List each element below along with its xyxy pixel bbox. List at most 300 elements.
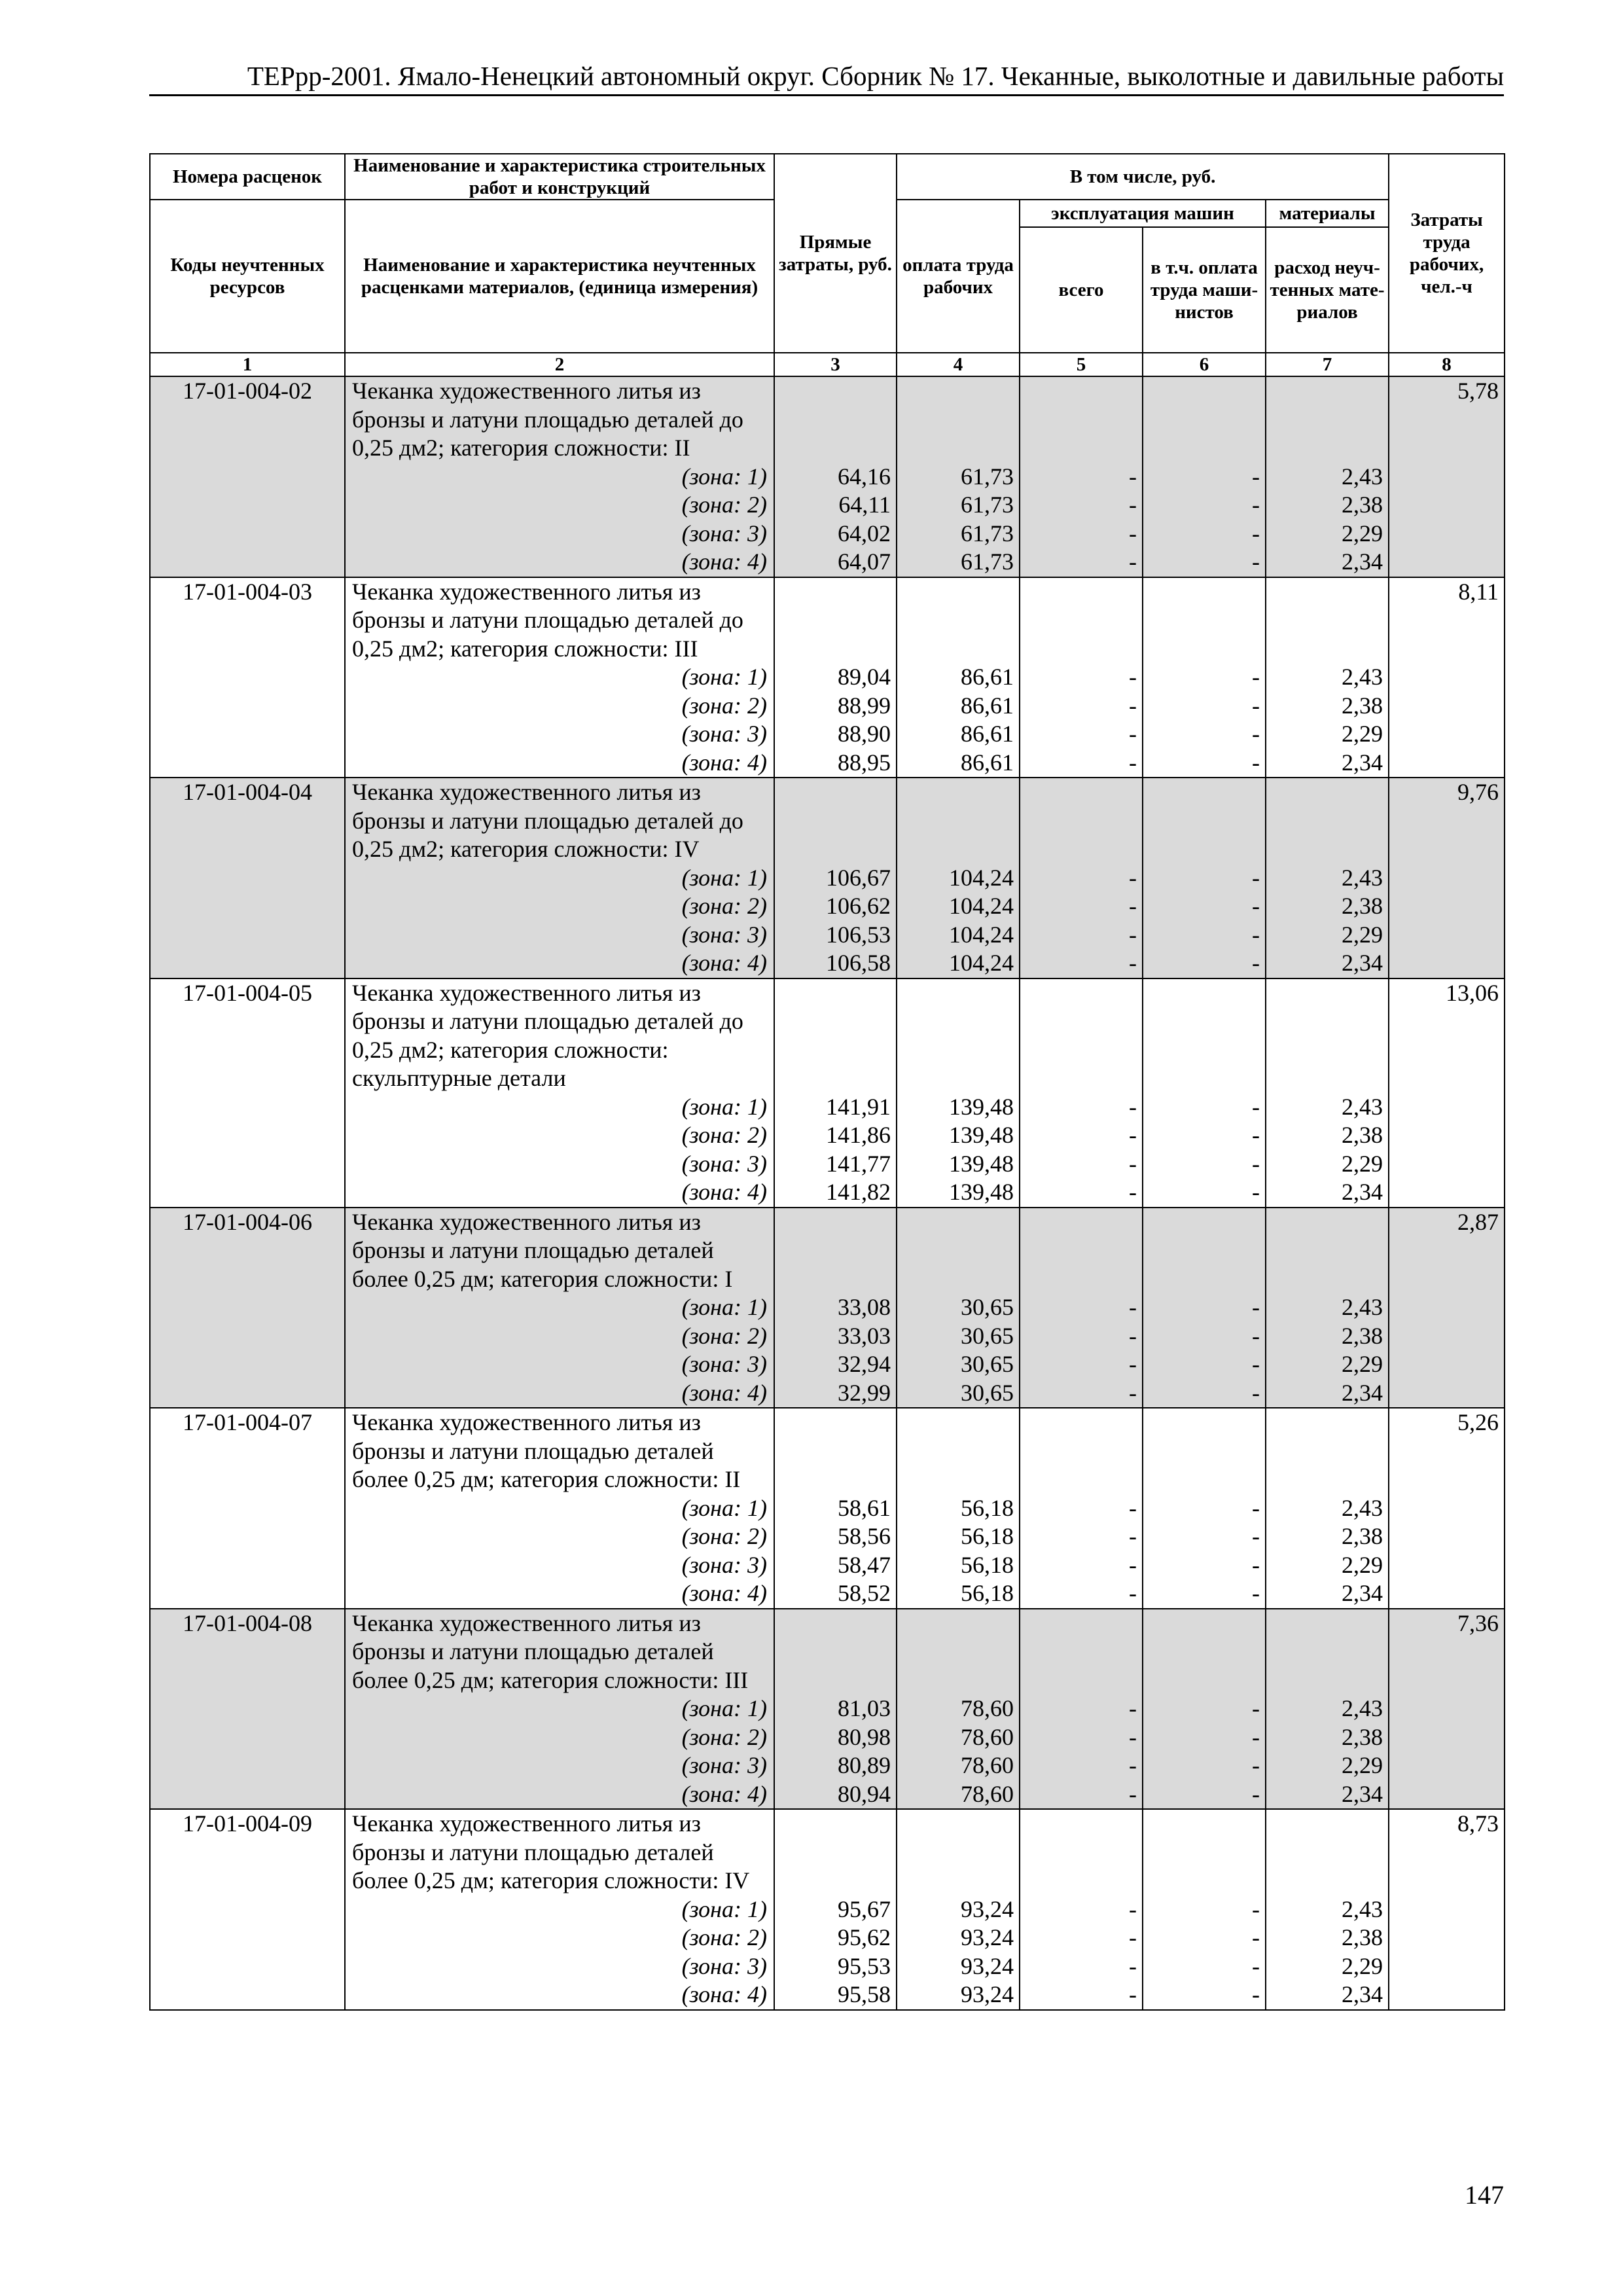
worker-pay: 93,24 xyxy=(961,1981,1014,2007)
direct-cost: 106,53 xyxy=(826,921,891,948)
materials-cost-cell xyxy=(1266,376,1389,577)
rates-table xyxy=(149,153,1505,2011)
header-materials: материалы xyxy=(1266,200,1389,227)
labor-cost-cell xyxy=(1389,376,1505,577)
machine-total-cell xyxy=(1020,1208,1143,1408)
machine-total: - xyxy=(1129,893,1137,919)
direct-cost: 106,67 xyxy=(826,864,891,891)
direct-cost: 141,82 xyxy=(826,1179,891,1205)
worker-pay: 30,65 xyxy=(961,1379,1014,1406)
worker-pay: 139,48 xyxy=(949,1122,1014,1148)
direct-cost: 64,07 xyxy=(838,548,891,575)
materials-cost: 2,38 xyxy=(1342,492,1383,518)
materials-cost: 2,43 xyxy=(1342,1895,1383,1922)
machine-total: - xyxy=(1129,1523,1137,1549)
materials-cost-cell xyxy=(1266,778,1389,978)
direct-cost: 141,91 xyxy=(826,1093,891,1120)
machinist-pay: - xyxy=(1252,1952,1260,1979)
machine-total: - xyxy=(1129,1322,1137,1349)
worker-pay: 139,48 xyxy=(949,1150,1014,1177)
worker-pay: 78,60 xyxy=(961,1695,1014,1721)
column-number: 2 xyxy=(345,353,774,376)
zone-label: (зона: 2) xyxy=(681,1122,767,1148)
machinist-pay: - xyxy=(1252,864,1260,891)
zone-label: (зона: 1) xyxy=(681,1494,767,1521)
zone-label: (зона: 4) xyxy=(681,1580,767,1606)
zone-label: (зона: 3) xyxy=(681,1952,767,1979)
materials-cost: 2,29 xyxy=(1342,520,1383,547)
materials-cost: 2,38 xyxy=(1342,1122,1383,1148)
direct-cost: 95,67 xyxy=(838,1895,891,1922)
column-number: 6 xyxy=(1143,353,1266,376)
header-total: всего xyxy=(1020,227,1143,353)
direct-cost: 32,94 xyxy=(838,1351,891,1377)
machinist-pay: - xyxy=(1252,749,1260,776)
materials-cost: 2,29 xyxy=(1342,1150,1383,1177)
labor-cost-cell xyxy=(1389,1609,1505,1810)
machine-total-cell xyxy=(1020,1809,1143,2010)
rate-name-cell xyxy=(345,1408,774,1609)
materials-cost: 2,29 xyxy=(1342,921,1383,948)
machine-total: - xyxy=(1129,1122,1137,1148)
machinist-pay: - xyxy=(1252,1580,1260,1606)
zone-label: (зона: 1) xyxy=(681,1294,767,1320)
page-number: 147 xyxy=(1465,2180,1504,2210)
header-rate-numbers: Номера расценок xyxy=(150,154,345,200)
machinist-pay-cell xyxy=(1143,376,1266,577)
zone-label: (зона: 3) xyxy=(681,1351,767,1377)
machine-total: - xyxy=(1129,1895,1137,1922)
table-header xyxy=(150,154,1505,376)
direct-cost: 33,03 xyxy=(838,1322,891,1349)
machinist-pay: - xyxy=(1252,1351,1260,1377)
materials-cost-cell xyxy=(1266,1809,1389,2010)
materials-cost: 2,38 xyxy=(1342,1523,1383,1549)
direct-cost: 88,90 xyxy=(838,721,891,747)
direct-cost-cell xyxy=(774,1609,897,1810)
materials-cost: 2,34 xyxy=(1342,1580,1383,1606)
machinist-pay-cell xyxy=(1143,1208,1266,1408)
machine-total: - xyxy=(1129,492,1137,518)
rate-code: 17-01-004-09 xyxy=(183,1810,312,1837)
machinist-pay: - xyxy=(1252,921,1260,948)
rate-name: Чеканка художественного литья из бронзы и латуни площадью деталей более 0,25 дм; категория сложности: IV xyxy=(352,1810,750,1893)
zone-label: (зона: 4) xyxy=(681,749,767,776)
rate-code: 17-01-004-08 xyxy=(183,1609,312,1636)
rate-code-cell xyxy=(150,1408,345,1609)
machinist-pay: - xyxy=(1252,1294,1260,1320)
rate-row xyxy=(150,376,1505,577)
rate-row xyxy=(150,978,1505,1208)
materials-cost-cell xyxy=(1266,1609,1389,1810)
machinist-pay-cell xyxy=(1143,778,1266,978)
labor-cost-cell xyxy=(1389,978,1505,1208)
machinist-pay: - xyxy=(1252,1122,1260,1148)
rate-code-cell xyxy=(150,1208,345,1408)
materials-cost: 2,34 xyxy=(1342,1981,1383,2007)
materials-cost: 2,34 xyxy=(1342,1179,1383,1205)
worker-pay: 139,48 xyxy=(949,1093,1014,1120)
column-number: 8 xyxy=(1389,353,1505,376)
worker-pay: 104,24 xyxy=(949,950,1014,976)
machine-total: - xyxy=(1129,664,1137,690)
direct-cost: 58,47 xyxy=(838,1551,891,1578)
zone-label: (зона: 1) xyxy=(681,864,767,891)
materials-cost: 2,34 xyxy=(1342,1780,1383,1807)
machinist-pay: - xyxy=(1252,692,1260,719)
header-name-top: Наименование и характеристика строительных работ и конструкций xyxy=(345,154,774,200)
direct-cost: 81,03 xyxy=(838,1695,891,1721)
machinist-pay: - xyxy=(1252,1695,1260,1721)
rate-name: Чеканка художественного литья из бронзы и латуни площадью деталей до 0,25 дм2; категория сложности: III xyxy=(352,578,743,662)
machinist-pay: - xyxy=(1252,1551,1260,1578)
direct-cost: 95,62 xyxy=(838,1924,891,1950)
worker-pay: 93,24 xyxy=(961,1895,1014,1922)
materials-cost-cell xyxy=(1266,577,1389,778)
materials-cost: 2,43 xyxy=(1342,1294,1383,1320)
materials-cost: 2,34 xyxy=(1342,548,1383,575)
labor-cost-cell xyxy=(1389,1809,1505,2010)
zone-label: (зона: 2) xyxy=(681,1523,767,1549)
rate-name-cell xyxy=(345,376,774,577)
worker-pay: 86,61 xyxy=(961,664,1014,690)
machine-total: - xyxy=(1129,1379,1137,1406)
rate-name-cell xyxy=(345,1609,774,1810)
machinist-pay: - xyxy=(1252,1981,1260,2007)
machinist-pay: - xyxy=(1252,1723,1260,1750)
machinist-pay-cell xyxy=(1143,1408,1266,1609)
machinist-pay: - xyxy=(1252,492,1260,518)
materials-cost: 2,38 xyxy=(1342,692,1383,719)
worker-pay-cell xyxy=(897,1408,1020,1609)
direct-cost: 106,62 xyxy=(826,893,891,919)
machinist-pay: - xyxy=(1252,1895,1260,1922)
rate-code-cell xyxy=(150,1809,345,2010)
materials-cost: 2,43 xyxy=(1342,864,1383,891)
worker-pay: 93,24 xyxy=(961,1952,1014,1979)
labor-cost: 8,73 xyxy=(1457,1810,1499,1837)
machinist-pay-cell xyxy=(1143,1609,1266,1810)
header-resource-codes: Коды неучтенных ресурсов xyxy=(150,200,345,353)
direct-cost: 141,86 xyxy=(826,1122,891,1148)
machinist-pay: - xyxy=(1252,1322,1260,1349)
header-worker-pay: оплата труда рабочих xyxy=(897,200,1020,353)
worker-pay: 30,65 xyxy=(961,1351,1014,1377)
materials-cost: 2,29 xyxy=(1342,721,1383,747)
materials-cost: 2,43 xyxy=(1342,664,1383,690)
machine-total-cell xyxy=(1020,978,1143,1208)
zone-label: (зона: 3) xyxy=(681,921,767,948)
rate-name: Чеканка художественного литья из бронзы и латуни площадью деталей до 0,25 дм2; категория сложности: IV xyxy=(352,779,743,862)
worker-pay: 93,24 xyxy=(961,1924,1014,1950)
direct-cost-cell xyxy=(774,978,897,1208)
machine-total: - xyxy=(1129,1695,1137,1721)
rate-row xyxy=(150,1609,1505,1810)
labor-cost: 5,78 xyxy=(1457,378,1499,404)
machinist-pay: - xyxy=(1252,520,1260,547)
worker-pay: 30,65 xyxy=(961,1294,1014,1320)
labor-cost: 8,11 xyxy=(1458,578,1499,605)
rate-row xyxy=(150,778,1505,978)
rate-name: Чеканка художественного литья из бронзы и латуни площадью деталей более 0,25 дм; категория сложности: II xyxy=(352,1409,741,1492)
header-labor-costs: Затраты труда рабочих, чел.-ч xyxy=(1389,154,1505,353)
materials-cost: 2,38 xyxy=(1342,893,1383,919)
machinist-pay: - xyxy=(1252,1752,1260,1778)
machinist-pay: - xyxy=(1252,664,1260,690)
machinist-pay-cell xyxy=(1143,978,1266,1208)
worker-pay: 56,18 xyxy=(961,1494,1014,1521)
machine-total: - xyxy=(1129,1780,1137,1807)
labor-cost-cell xyxy=(1389,1208,1505,1408)
direct-cost-cell xyxy=(774,577,897,778)
zone-label: (зона: 3) xyxy=(681,1752,767,1778)
worker-pay-cell xyxy=(897,778,1020,978)
machine-total: - xyxy=(1129,1179,1137,1205)
worker-pay: 86,61 xyxy=(961,721,1014,747)
labor-cost: 7,36 xyxy=(1457,1609,1499,1636)
column-number: 4 xyxy=(897,353,1020,376)
rate-code: 17-01-004-05 xyxy=(183,979,312,1006)
zone-label: (зона: 3) xyxy=(681,520,767,547)
machinist-pay-cell xyxy=(1143,577,1266,778)
direct-cost: 33,08 xyxy=(838,1294,891,1320)
machinist-pay: - xyxy=(1252,1093,1260,1120)
zone-label: (зона: 2) xyxy=(681,1322,767,1349)
machine-total: - xyxy=(1129,1494,1137,1521)
direct-cost: 80,94 xyxy=(838,1780,891,1807)
machine-total-cell xyxy=(1020,577,1143,778)
materials-cost: 2,29 xyxy=(1342,1952,1383,1979)
worker-pay: 78,60 xyxy=(961,1780,1014,1807)
machine-total-cell xyxy=(1020,1609,1143,1810)
zone-label: (зона: 2) xyxy=(681,1924,767,1950)
materials-cost: 2,43 xyxy=(1342,1494,1383,1521)
labor-cost-cell xyxy=(1389,778,1505,978)
rate-code-cell xyxy=(150,778,345,978)
rate-name-cell xyxy=(345,1208,774,1408)
header-in-total: В том числе, руб. xyxy=(897,154,1389,200)
rate-name-cell xyxy=(345,577,774,778)
worker-pay: 104,24 xyxy=(949,864,1014,891)
worker-pay: 30,65 xyxy=(961,1322,1014,1349)
direct-cost: 95,53 xyxy=(838,1952,891,1979)
zone-label: (зона: 1) xyxy=(681,1895,767,1922)
rate-code-cell xyxy=(150,1609,345,1810)
machinist-pay: - xyxy=(1252,893,1260,919)
machinist-pay: - xyxy=(1252,1379,1260,1406)
direct-cost: 64,16 xyxy=(838,463,891,490)
header-machine-use: эксплуатация машин xyxy=(1020,200,1266,227)
direct-cost: 106,58 xyxy=(826,950,891,976)
rate-name-cell xyxy=(345,1809,774,2010)
labor-cost-cell xyxy=(1389,1408,1505,1609)
direct-cost: 58,61 xyxy=(838,1494,891,1521)
machinist-pay: - xyxy=(1252,1924,1260,1950)
header-direct-costs: Прямые затраты, руб. xyxy=(774,154,897,353)
machine-total-cell xyxy=(1020,1408,1143,1609)
machinist-pay: - xyxy=(1252,548,1260,575)
rate-row xyxy=(150,1408,1505,1609)
worker-pay-cell xyxy=(897,1208,1020,1408)
materials-cost: 2,34 xyxy=(1342,950,1383,976)
page-title: ТЕРрр-2001. Ямало-Ненецкий автономный округ. Сборник № 17. Чеканные, выколотные и давильные работы xyxy=(247,61,1504,91)
materials-cost-cell xyxy=(1266,978,1389,1208)
zone-label: (зона: 1) xyxy=(681,664,767,690)
rate-code-cell xyxy=(150,978,345,1208)
column-number: 3 xyxy=(774,353,897,376)
direct-cost-cell xyxy=(774,1408,897,1609)
machine-total: - xyxy=(1129,721,1137,747)
zone-label: (зона: 2) xyxy=(681,492,767,518)
rate-code: 17-01-004-02 xyxy=(183,378,312,404)
direct-cost-cell xyxy=(774,1809,897,2010)
materials-cost: 2,29 xyxy=(1342,1551,1383,1578)
page-header xyxy=(149,60,1504,96)
header-machinist-pay: в т.ч. оплата труда маши-нистов xyxy=(1143,227,1266,353)
worker-pay: 61,73 xyxy=(961,492,1014,518)
rate-row xyxy=(150,1809,1505,2010)
machine-total: - xyxy=(1129,463,1137,490)
zone-label: (зона: 4) xyxy=(681,1780,767,1807)
labor-cost: 13,06 xyxy=(1446,979,1499,1006)
materials-cost: 2,34 xyxy=(1342,1379,1383,1406)
machine-total: - xyxy=(1129,1150,1137,1177)
direct-cost-cell xyxy=(774,1208,897,1408)
rate-name: Чеканка художественного литья из бронзы и латуни площадью деталей более 0,25 дм; категория сложности: I xyxy=(352,1208,733,1292)
machinist-pay: - xyxy=(1252,721,1260,747)
zone-label: (зона: 4) xyxy=(681,1379,767,1406)
labor-cost-cell xyxy=(1389,577,1505,778)
direct-cost: 80,98 xyxy=(838,1723,891,1750)
materials-cost: 2,29 xyxy=(1342,1351,1383,1377)
header-name-bottom: Наименование и характеристика неучтенных расценками материалов, (единица измерения) xyxy=(345,200,774,353)
materials-cost: 2,43 xyxy=(1342,1695,1383,1721)
zone-label: (зона: 2) xyxy=(681,1723,767,1750)
machine-total-cell xyxy=(1020,778,1143,978)
machine-total: - xyxy=(1129,1752,1137,1778)
rate-code: 17-01-004-03 xyxy=(183,578,312,605)
machine-total: - xyxy=(1129,1580,1137,1606)
machine-total: - xyxy=(1129,692,1137,719)
machinist-pay: - xyxy=(1252,1150,1260,1177)
zone-label: (зона: 3) xyxy=(681,721,767,747)
column-number: 7 xyxy=(1266,353,1389,376)
column-numbers-row xyxy=(150,353,1505,376)
worker-pay-cell xyxy=(897,1609,1020,1810)
materials-cost: 2,43 xyxy=(1342,463,1383,490)
worker-pay: 61,73 xyxy=(961,520,1014,547)
machine-total: - xyxy=(1129,520,1137,547)
worker-pay: 56,18 xyxy=(961,1580,1014,1606)
direct-cost: 141,77 xyxy=(826,1150,891,1177)
worker-pay: 78,60 xyxy=(961,1752,1014,1778)
rate-code: 17-01-004-06 xyxy=(183,1208,312,1235)
machinist-pay: - xyxy=(1252,1179,1260,1205)
machine-total: - xyxy=(1129,921,1137,948)
worker-pay: 104,24 xyxy=(949,921,1014,948)
direct-cost: 80,89 xyxy=(838,1752,891,1778)
column-number: 1 xyxy=(150,353,345,376)
machine-total: - xyxy=(1129,864,1137,891)
rate-name-cell xyxy=(345,778,774,978)
zone-label: (зона: 2) xyxy=(681,692,767,719)
direct-cost: 64,02 xyxy=(838,520,891,547)
machinist-pay-cell xyxy=(1143,1809,1266,2010)
direct-cost: 64,11 xyxy=(838,492,891,518)
zone-label: (зона: 1) xyxy=(681,463,767,490)
materials-cost-cell xyxy=(1266,1208,1389,1408)
machine-total: - xyxy=(1129,1981,1137,2007)
zone-label: (зона: 3) xyxy=(681,1551,767,1578)
rate-row xyxy=(150,577,1505,778)
direct-cost-cell xyxy=(774,376,897,577)
machinist-pay: - xyxy=(1252,463,1260,490)
direct-cost: 32,99 xyxy=(838,1379,891,1406)
materials-cost: 2,38 xyxy=(1342,1322,1383,1349)
materials-cost: 2,29 xyxy=(1342,1752,1383,1778)
rate-name: Чеканка художественного литья из бронзы и латуни площадью деталей до 0,25 дм2; категория сложности: скульптурные детали xyxy=(352,979,743,1091)
rate-row xyxy=(150,1208,1505,1408)
rate-code: 17-01-004-07 xyxy=(183,1409,312,1435)
rate-name: Чеканка художественного литья из бронзы и латуни площадью деталей более 0,25 дм; категория сложности: III xyxy=(352,1609,749,1693)
header-unaccounted-materials: расход неуч-тенных мате-риалов xyxy=(1266,227,1389,353)
machine-total-cell xyxy=(1020,376,1143,577)
rate-name-cell xyxy=(345,978,774,1208)
machinist-pay: - xyxy=(1252,1523,1260,1549)
zone-label: (зона: 3) xyxy=(681,1150,767,1177)
worker-pay-cell xyxy=(897,978,1020,1208)
zone-label: (зона: 1) xyxy=(681,1695,767,1721)
zone-label: (зона: 4) xyxy=(681,548,767,575)
worker-pay-cell xyxy=(897,376,1020,577)
worker-pay: 56,18 xyxy=(961,1551,1014,1578)
direct-cost: 95,58 xyxy=(838,1981,891,2007)
rate-code: 17-01-004-04 xyxy=(183,779,312,805)
table-body xyxy=(150,376,1505,2010)
worker-pay: 86,61 xyxy=(961,692,1014,719)
worker-pay: 78,60 xyxy=(961,1723,1014,1750)
materials-cost: 2,43 xyxy=(1342,1093,1383,1120)
column-number: 5 xyxy=(1020,353,1143,376)
direct-cost: 88,95 xyxy=(838,749,891,776)
materials-cost-cell xyxy=(1266,1408,1389,1609)
direct-cost: 88,99 xyxy=(838,692,891,719)
materials-cost: 2,34 xyxy=(1342,749,1383,776)
worker-pay: 61,73 xyxy=(961,548,1014,575)
worker-pay: 56,18 xyxy=(961,1523,1014,1549)
machinist-pay: - xyxy=(1252,950,1260,976)
worker-pay: 61,73 xyxy=(961,463,1014,490)
worker-pay-cell xyxy=(897,1809,1020,2010)
machinist-pay: - xyxy=(1252,1780,1260,1807)
worker-pay: 139,48 xyxy=(949,1179,1014,1205)
rate-code-cell xyxy=(150,577,345,778)
worker-pay: 104,24 xyxy=(949,893,1014,919)
labor-cost: 5,26 xyxy=(1457,1409,1499,1435)
direct-cost: 58,56 xyxy=(838,1523,891,1549)
machinist-pay: - xyxy=(1252,1494,1260,1521)
machine-total: - xyxy=(1129,1351,1137,1377)
machine-total: - xyxy=(1129,1723,1137,1750)
zone-label: (зона: 4) xyxy=(681,1981,767,2007)
rate-code-cell xyxy=(150,376,345,577)
direct-cost-cell xyxy=(774,778,897,978)
materials-cost: 2,38 xyxy=(1342,1723,1383,1750)
materials-cost: 2,38 xyxy=(1342,1924,1383,1950)
zone-label: (зона: 4) xyxy=(681,1179,767,1205)
zone-label: (зона: 1) xyxy=(681,1093,767,1120)
machine-total: - xyxy=(1129,950,1137,976)
